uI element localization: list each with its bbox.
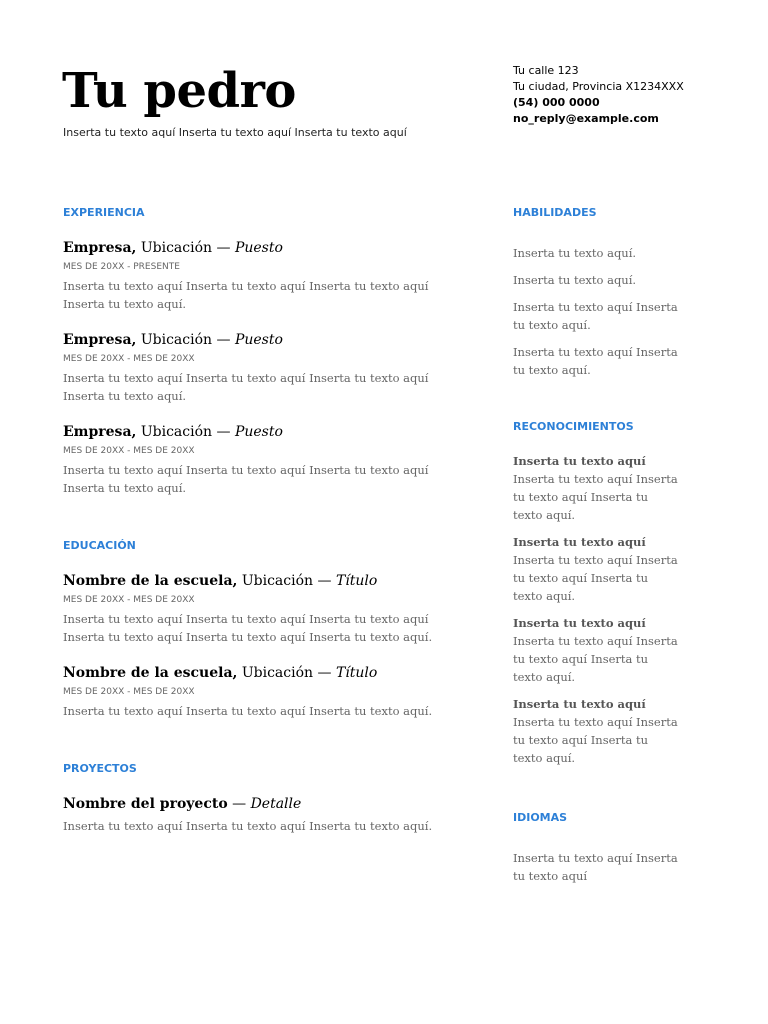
skill-item: Inserta tu texto aquí. [513,246,637,260]
award-item [513,614,678,686]
experience-entry [63,238,473,313]
entry-location: Ubicación — [136,332,235,348]
entry-role: Puesto [234,332,283,348]
section-heading-projects: PROYECTOS [63,762,137,775]
section-heading-skills: HABILIDADES [513,206,597,219]
section-heading-experience: EXPERIENCIA [63,206,145,219]
entry-role: Título [335,573,378,589]
resume-tagline: Inserta tu texto aquí Inserta tu texto aquí Inserta tu texto aquí [63,126,407,139]
entry-title [63,238,473,258]
skill-item: Inserta tu texto aquí Inserta tu texto aquí. [513,300,678,332]
award-text: Inserta tu texto aquí Inserta tu texto aquí Inserta tu texto aquí. [513,472,678,522]
entry-role: Puesto [234,424,283,440]
contact-email: no_reply@example.com [513,112,659,125]
award-text: Inserta tu texto aquí Inserta tu texto aquí Inserta tu texto aquí. [513,553,678,603]
award-text: Inserta tu texto aquí Inserta tu texto aquí Inserta tu texto aquí. [513,715,678,765]
entry-dates: MES DE 20XX - MES DE 20XX [63,687,195,697]
education-entry [63,663,473,720]
entry-dates: MES DE 20XX - MES DE 20XX [63,354,195,364]
entry-org: Empresa, [63,424,137,440]
contact-city: Tu ciudad, Provincia X1234XXX [513,80,684,93]
entry-org: Nombre de la escuela, [63,573,238,589]
entry-title [63,422,473,442]
section-heading-languages: IDIOMAS [513,811,568,824]
contact-street: Tu calle 123 [513,64,579,77]
entry-description: Inserta tu texto aquí Inserta tu texto aquí Inserta tu texto aquí. [63,704,433,718]
entry-location: Ubicación — [237,665,336,681]
entry-description: Inserta tu texto aquí Inserta tu texto aquí Inserta tu texto aquí Inserta tu texto aquí. [63,279,429,311]
section-heading-awards: RECONOCIMIENTOS [513,420,634,433]
project-separator: — [227,796,251,812]
side-column [513,205,678,885]
languages-section [513,810,678,885]
skill-item: Inserta tu texto aquí Inserta tu texto aquí. [513,345,678,377]
languages-text: Inserta tu texto aquí Inserta tu texto aquí [513,851,678,883]
entry-org: Empresa, [63,240,137,256]
entry-dates: MES DE 20XX - MES DE 20XX [63,595,195,605]
main-column [63,205,473,835]
resume-name: Tu pedro [62,63,296,119]
project-entry [63,794,473,835]
entry-dates: MES DE 20XX - PRESENTE [63,262,180,272]
experience-entry [63,330,473,405]
experience-entry [63,422,473,497]
projects-section [63,761,473,835]
award-text: Inserta tu texto aquí Inserta tu texto aquí Inserta tu texto aquí. [513,634,678,684]
award-title: Inserta tu texto aquí [513,697,646,711]
entry-title [63,571,473,591]
award-item [513,533,678,605]
contact-block [513,63,684,127]
entry-location: Ubicación — [237,573,336,589]
award-title: Inserta tu texto aquí [513,616,646,630]
entry-title [63,330,473,350]
entry-title [63,794,473,814]
entry-location: Ubicación — [136,240,235,256]
entry-description: Inserta tu texto aquí Inserta tu texto aquí Inserta tu texto aquí Inserta tu texto aquí. [63,463,429,495]
skill-item: Inserta tu texto aquí. [513,273,637,287]
award-item [513,695,678,767]
entry-description: Inserta tu texto aquí Inserta tu texto aquí Inserta tu texto aquí Inserta tu texto aquí Inserta tu texto aquí Inserta tu texto aquí. [63,612,433,644]
entry-dates: MES DE 20XX - MES DE 20XX [63,446,195,456]
entry-org: Empresa, [63,332,137,348]
section-heading-education: EDUCACIÓN [63,539,136,552]
skills-section [513,205,678,379]
project-detail: Detalle [250,796,302,812]
entry-role: Puesto [234,240,283,256]
project-name: Nombre del proyecto [63,796,228,812]
experience-section [63,205,473,497]
entry-location: Ubicación — [136,424,235,440]
entry-description: Inserta tu texto aquí Inserta tu texto aquí Inserta tu texto aquí. [63,819,433,833]
entry-role: Título [335,665,378,681]
education-entry [63,571,473,646]
entry-description: Inserta tu texto aquí Inserta tu texto aquí Inserta tu texto aquí Inserta tu texto aquí. [63,371,429,403]
entry-org: Nombre de la escuela, [63,665,238,681]
education-section [63,538,473,720]
award-item [513,452,678,524]
contact-phone: (54) 000 0000 [513,96,600,109]
awards-section [513,419,678,767]
award-title: Inserta tu texto aquí [513,535,646,549]
entry-title [63,663,473,683]
award-title: Inserta tu texto aquí [513,454,646,468]
